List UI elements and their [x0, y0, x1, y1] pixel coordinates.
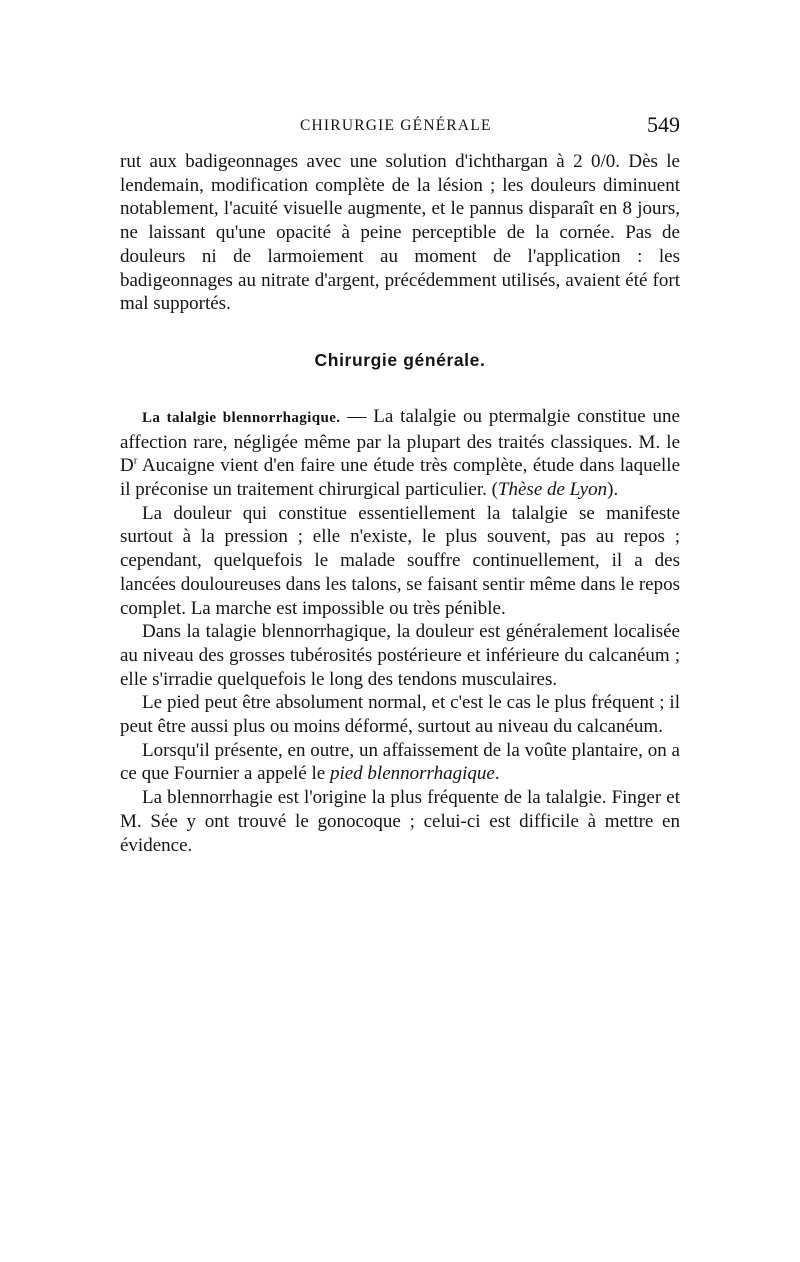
running-head	[120, 112, 680, 142]
paragraph-voute	[120, 739, 680, 786]
paragraph-pied: Le pied peut être absolument normal, et c'est le cas le plus fréquent ; il peut être aussi plus ou moins déformé, surtout au niveau du calcanéum.	[120, 692, 680, 738]
paragraph-text: .	[494, 763, 500, 785]
paragraph-talalgie-intro	[120, 405, 680, 502]
runin-heading: La talalgie blennorrhagique.	[142, 409, 341, 426]
running-head-title: CHIRURGIE GÉNÉRALE	[300, 117, 492, 134]
paragraph-text: — La talalgie ou ptermalgie constitue une affection rare, négligée même par la plupart des traités classiques. M. le D	[120, 405, 680, 477]
body-text	[120, 150, 680, 857]
superscript: r	[133, 455, 138, 467]
paragraph-continuation: rut aux badigeonnages avec une solution d'ichthargan à 2 0/0. Dès le lendemain, modification complète de la lésion ; les douleurs diminuent notablement, l'acuité visuelle augmente, et le pannus disparaît en 8 jours, ne laissant qu'une opacité à peine perceptible de la cornée. Pas de douleurs ni de larmoiement au moment de l'application : les badigeonnages au nitrate d'argent, précédemment utilisés, avaient été fort mal supportés.	[120, 151, 680, 315]
section-heading: Chirurgie générale.	[314, 349, 486, 370]
page-number: 549	[647, 112, 680, 137]
paragraph-blennorrhagie: La blennorrhagie est l'origine la plus fréquente de la talalgie. Finger et M. Sée y ont trouvé le gonocoque ; celui-ci est difficile à mettre en évidence.	[120, 787, 680, 856]
paragraph-text: Lorsqu'il présente, en outre, un affaissement de la voûte plantaire, on a ce que Fournier a appelé le	[120, 739, 680, 785]
emphasis-term: pied blennorrhagique	[329, 763, 495, 785]
paragraph-localisation: Dans la talagie blennorrhagique, la douleur est généralement localisée au niveau des grosses tubérosités postérieure et inférieure du calcanéum ; elle s'irradie quelquefois le long des tendons musculaires.	[120, 621, 680, 690]
paragraph-text: Aucaigne vient d'en faire une étude très complète, étude dans laquelle il préconise un traitement chirurgical particulier. (	[120, 455, 680, 501]
paragraph-text: ).	[607, 479, 619, 501]
citation: Thèse de Lyon	[497, 479, 608, 501]
paragraph-douleur: La douleur qui constitue essentiellement la talalgie se manifeste surtout à la pression ; elle n'existe, le plus souvent, pas au repos ; cependant, quelquefois le malade souffre continuellement, il a des lancées douloureuses dans les talons, se faisant sentir même dans le repos complet. La marche est impossible ou très pénible.	[120, 502, 680, 619]
